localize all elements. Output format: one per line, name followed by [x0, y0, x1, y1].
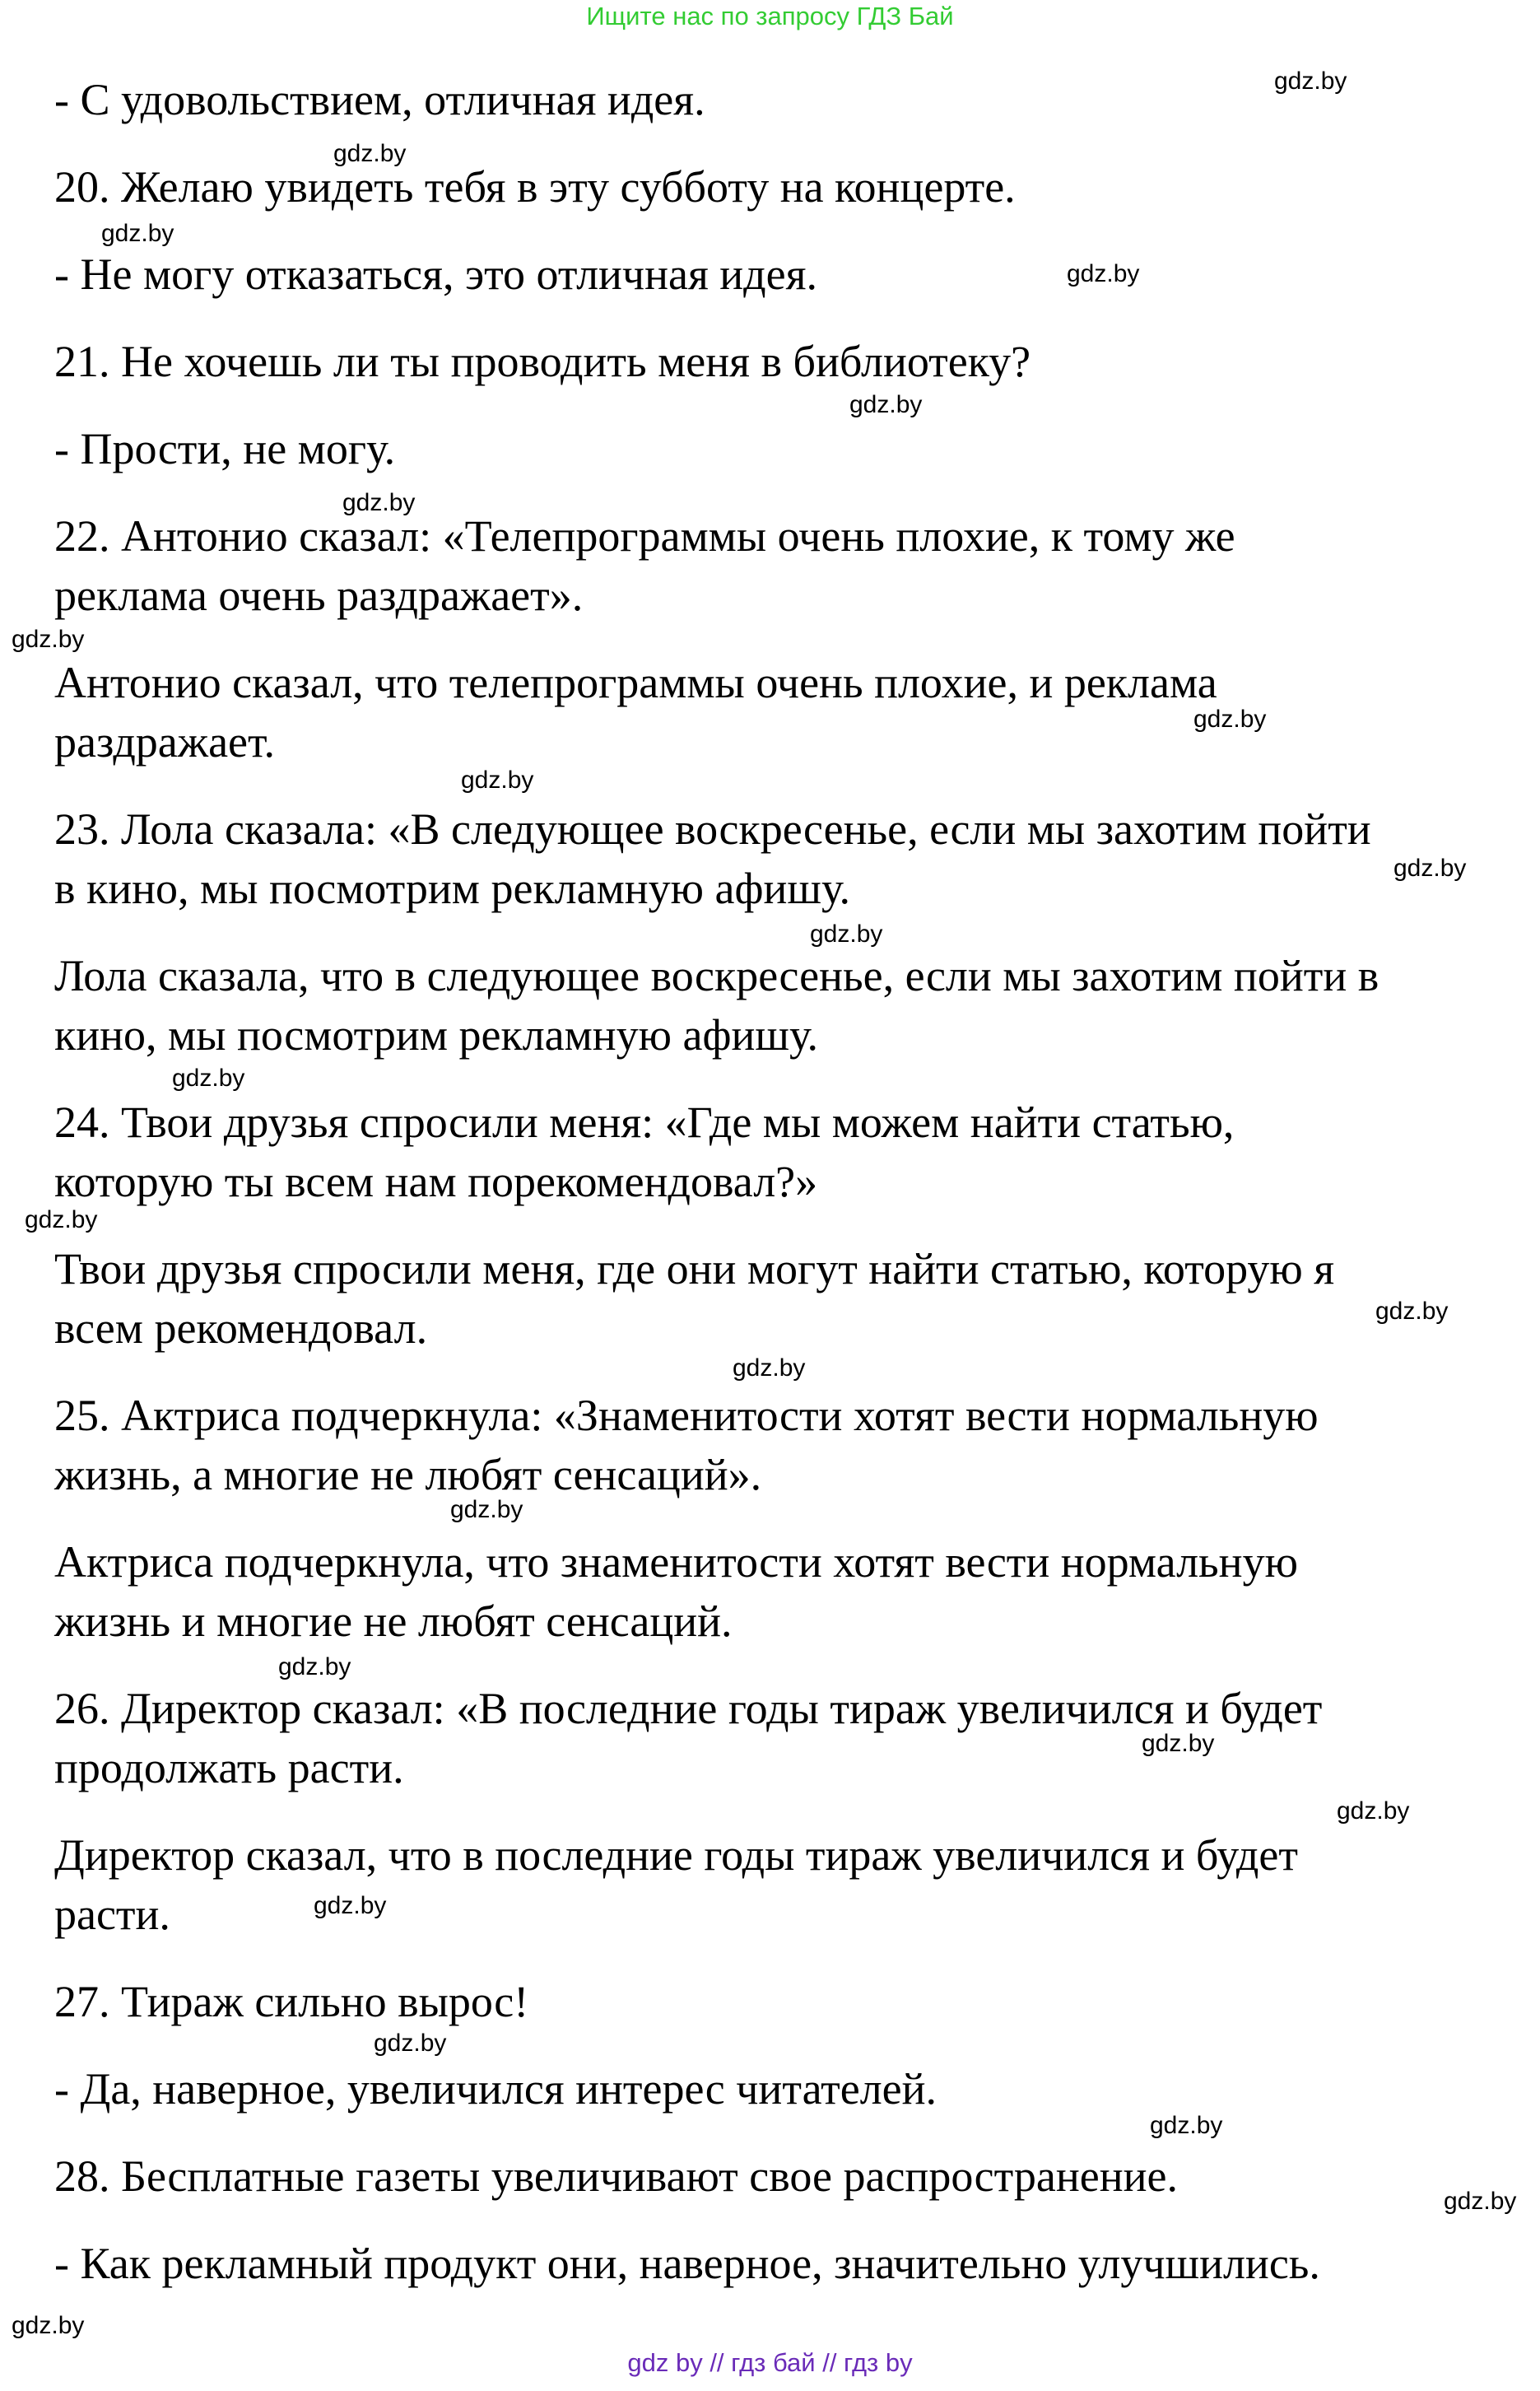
watermark: gdz.by: [1274, 68, 1347, 95]
watermark: gdz.by: [1142, 1730, 1215, 1757]
watermark: gdz.by: [172, 1065, 245, 1092]
watermark: gdz.by: [810, 921, 883, 948]
watermark: gdz.by: [1193, 706, 1267, 733]
watermark: gdz.by: [12, 2312, 85, 2339]
text-line: 21. Не хочешь ли ты проводить меня в библиотеку?: [54, 337, 1031, 386]
text-line: 24. Твои друзья спросили меня: «Где мы можем найти статью,: [54, 1098, 1235, 1147]
watermark: gdz.by: [374, 2030, 447, 2057]
text-line: 23. Лола сказала: «В следующее воскресенье, если мы захотим пойти: [54, 804, 1371, 854]
text-line: 22. Антонио сказал: «Телепрограммы очень плохие, к тому же: [54, 511, 1235, 561]
watermark: gdz.by: [1393, 855, 1467, 882]
watermark: gdz.by: [342, 489, 416, 516]
text-line: которую ты всем нам порекомендовал?»: [54, 1157, 818, 1206]
footer-links[interactable]: gdz by // гдз бай // гдз by: [627, 2348, 913, 2377]
watermark: gdz.by: [25, 1206, 98, 1233]
text-line: - Да, наверное, увеличился интерес читателей.: [54, 2064, 937, 2114]
text-line: 20. Желаю увидеть тебя в эту субботу на концерте.: [54, 162, 1016, 212]
text-line: в кино, мы посмотрим рекламную афишу.: [54, 864, 851, 913]
text-line: кино, мы посмотрим рекламную афишу.: [54, 1010, 819, 1060]
watermark: gdz.by: [278, 1653, 351, 1680]
text-line: Директор сказал, что в последние годы тираж увеличился и будет: [54, 1830, 1298, 1880]
text-line: жизнь, а многие не любят сенсаций».: [54, 1450, 762, 1499]
watermark: gdz.by: [733, 1354, 806, 1382]
text-line: - Не могу отказаться, это отличная идея.: [54, 249, 817, 299]
watermark: gdz.by: [1337, 1797, 1410, 1825]
text-line: - С удовольствием, отличная идея.: [54, 75, 705, 124]
text-line: Лола сказала, что в следующее воскресенье, если мы захотим пойти в: [54, 951, 1379, 1000]
watermark: gdz.by: [12, 626, 85, 653]
header-search-link[interactable]: Ищите нас по запросу ГДЗ Бай: [586, 2, 954, 30]
text-line: раздражает.: [54, 717, 276, 767]
text-line: продолжать расти.: [54, 1743, 404, 1792]
watermark: gdz.by: [101, 220, 174, 247]
text-line: - Прости, не могу.: [54, 424, 396, 473]
text-line: жизнь и многие не любят сенсаций.: [54, 1596, 733, 1646]
text-line: - Как рекламный продукт они, наверное, значительно улучшились.: [54, 2239, 1320, 2288]
text-line: 28. Бесплатные газеты увеличивают свое распространение.: [54, 2151, 1179, 2201]
text-line: Актриса подчеркнула, что знаменитости хотят вести нормальную: [54, 1537, 1298, 1587]
text-line: реклама очень раздражает».: [54, 571, 584, 620]
watermark: gdz.by: [314, 1892, 387, 1919]
watermark: gdz.by: [333, 140, 407, 167]
text-line: расти.: [54, 1890, 170, 1939]
watermark: gdz.by: [849, 391, 923, 418]
watermark: gdz.by: [461, 767, 534, 794]
text-line: 25. Актриса подчеркнула: «Знаменитости хотят вести нормальную: [54, 1391, 1319, 1440]
watermark: gdz.by: [450, 1496, 523, 1523]
watermark: gdz.by: [1444, 2188, 1517, 2215]
watermark: gdz.by: [1375, 1298, 1449, 1325]
text-line: 26. Директор сказал: «В последние годы тираж увеличился и будет: [54, 1684, 1323, 1733]
watermark: gdz.by: [1150, 2112, 1223, 2139]
watermark: gdz.by: [1067, 260, 1140, 287]
text-line: Твои друзья спросили меня, где они могут найти статью, которую я: [54, 1244, 1335, 1293]
text-line: всем рекомендовал.: [54, 1303, 428, 1353]
text-line: Антонио сказал, что телепрограммы очень плохие, и реклама: [54, 658, 1217, 707]
text-line: 27. Тираж сильно вырос!: [54, 1977, 529, 2026]
